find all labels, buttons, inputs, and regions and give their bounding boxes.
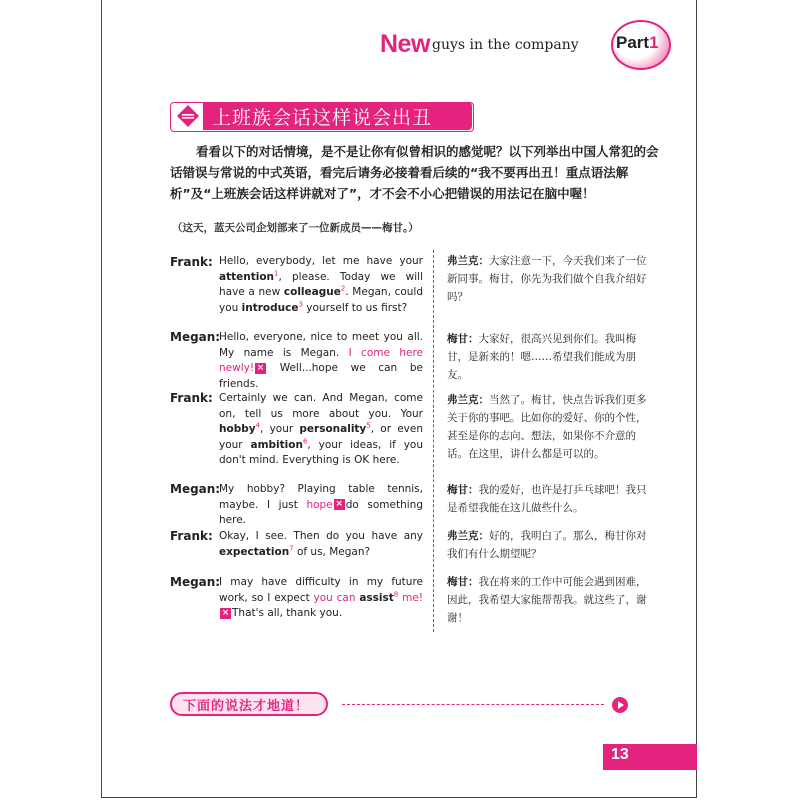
part-label: Part1 xyxy=(616,33,659,52)
error-x-icon: × xyxy=(256,362,265,373)
dialog-chinese: 梅甘：我在将来的工作中可能会遇到困难，因此，我希望大家能帮帮我。就这些了，谢谢！ xyxy=(447,576,647,624)
error-phrase: hope xyxy=(306,498,333,511)
diamond-icon xyxy=(176,104,200,128)
part-number: 1 xyxy=(649,33,659,52)
correct-usage-label: 下面的说法才地道！ xyxy=(183,699,310,714)
section-title: 上班族会话这样说会出丑 xyxy=(212,107,433,129)
dialog-english: Hello, everybody, let me have your attention$^1$, please. Today we will have a new colleague$^2$. Megan, could you introduce$^3$ yourself to us first? xyxy=(219,255,424,314)
page-number: 13 xyxy=(611,746,629,763)
play-arrow-icon xyxy=(611,696,629,714)
dialog-chinese: 梅甘：我的爱好，也许是打乒乓球吧！我只是希望我能在这儿做些什么。 xyxy=(447,484,647,514)
intro-paragraph: 看看以下的对话情境，是不是让你有似曾相识的感觉呢？以下列举出中国人常犯的会话错误与常说的中式英语，看完后请务必接着看后续的“我不要再出丑！重点语法解析”及“上班族会话这样讲就对了”，才不会不小心把错误的用法记在脑中喔！ xyxy=(170,144,659,201)
header-title: guys in the company xyxy=(432,37,579,53)
dashed-line xyxy=(342,704,604,705)
scene-note: （这天，蓝天公司企划部来了一位新成员——梅甘。） xyxy=(172,222,419,234)
column-divider xyxy=(433,250,434,632)
error-phrase: I come here newly! xyxy=(219,346,423,374)
speaker-label: Frank: xyxy=(170,391,213,405)
speaker-label: Frank: xyxy=(170,529,213,543)
dialog-chinese: 弗兰克：好的，我明白了。那么，梅甘你对我们有什么期望呢？ xyxy=(447,530,647,560)
dialog-english: My hobby? Playing table tennis, maybe. I just hope × do something here. xyxy=(219,483,423,526)
dialog-english: Hello, everyone, nice to meet you all. My name is Megan. I come here newly! × Well...hope we can be friends. xyxy=(219,331,423,390)
speaker-label: Megan: xyxy=(170,482,221,496)
dialog-english: Certainly we can. And Megan, come on, tell us more about you. Your hobby$^4$, your personality$^5$, or even your ambition$^6$, your ideas, if you don't mind. Everything is OK here. xyxy=(219,392,423,466)
speaker-label: Megan: xyxy=(170,575,221,589)
dialog-chinese: 弗兰克：当然了。梅甘，快点告诉我们更多关于你的事吧。比如你的爱好、你的个性，甚至是你的志向、想法，如果你不介意的话。在这里，讲什么都是可以的。 xyxy=(447,394,647,460)
dialog-english: I may have difficulty in my future work, so I expect you can assist$^8$ me!× That's all, thank you. xyxy=(219,576,423,619)
header-new-word: New xyxy=(380,30,430,58)
dialog-chinese: 弗兰克：大家注意一下，今天我们来了一位新同事。梅甘，你先为我们做个自我介绍好吗？ xyxy=(447,255,647,303)
dialog-english: Okay, I see. Then do you have any expectation$^7$ of us, Megan? xyxy=(219,530,423,558)
speaker-label: Megan: xyxy=(170,330,221,344)
error-x-icon: × xyxy=(221,607,230,618)
dialog-chinese: 梅甘：大家好，很高兴见到你们。我叫梅甘，是新来的！嗯……希望我们能成为朋友。 xyxy=(447,333,636,381)
speaker-label: Frank: xyxy=(170,255,213,269)
error-x-icon: × xyxy=(335,499,343,509)
